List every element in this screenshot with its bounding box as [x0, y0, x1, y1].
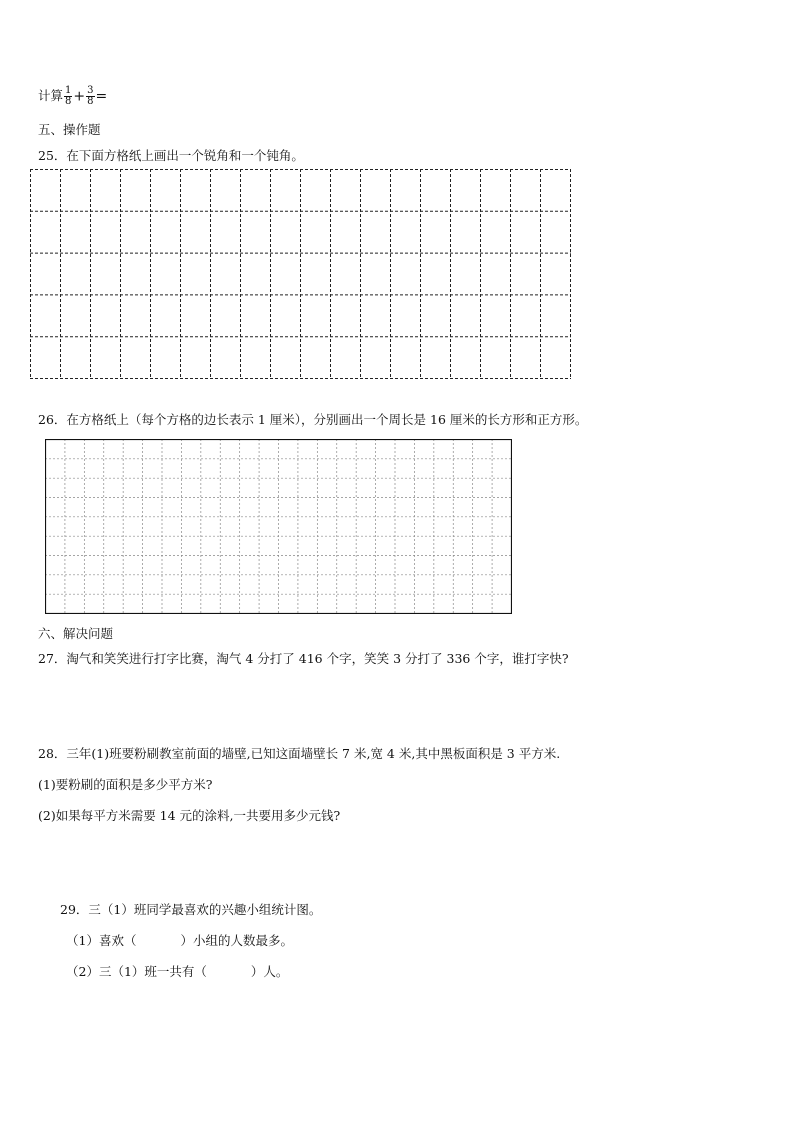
question-26: 26．在方格纸上（每个方格的边长表示 1 厘米），分别画出一个周长是 16 厘米的长方形和正方形。	[38, 412, 588, 427]
frac1-numerator: 1	[65, 85, 72, 96]
question-29-part-1	[66, 931, 293, 949]
plus-sign: +	[73, 88, 86, 105]
question-28-stem: 28．三年(1)班要粉刷教室前面的墙壁,已知这面墙壁长 7 米,宽 4 米,其中黑板面积是 3 平方米.	[38, 746, 561, 761]
question-27: 27．淘气和笑笑进行打字比赛，淘气 4 分打了 416 个字，笑笑 3 分打了 336 个字，谁打字快?	[38, 651, 569, 666]
square-grid-paper-small[interactable]	[45, 439, 512, 614]
q29-part1-after: ）小组的人数最多。	[180, 933, 293, 948]
calc-prefix: 计算	[38, 88, 64, 103]
q29-part1-before: （1）喜欢（	[66, 933, 137, 948]
question-28-part-2: (2)如果每平方米需要 14 元的涂料,一共要用多少元钱?	[38, 808, 341, 823]
calc-expression	[38, 86, 107, 107]
equals-sign: =	[95, 88, 108, 105]
square-grid-paper-large[interactable]	[30, 169, 571, 379]
question-29-stem: 29．三（1）班同学最喜欢的兴趣小组统计图。	[60, 902, 322, 917]
question-28-part-1: (1)要粉刷的面积是多少平方米?	[38, 777, 213, 792]
question-25: 25．在下面方格纸上画出一个锐角和一个钝角。	[38, 148, 304, 163]
section-five-title: 五、操作题	[38, 122, 101, 137]
frac1-denominator: 8	[65, 96, 72, 107]
fraction-three-eighths	[86, 86, 94, 107]
q29-part2-after: ）人。	[250, 964, 289, 979]
section-six-title: 六、解决问题	[38, 626, 114, 641]
fraction-one-eighth	[64, 86, 72, 107]
frac2-numerator: 3	[87, 85, 94, 96]
frac2-denominator: 8	[87, 96, 94, 107]
question-29-part-2	[66, 962, 288, 980]
q29-part2-before: （2）三（1）班一共有（	[66, 964, 207, 979]
